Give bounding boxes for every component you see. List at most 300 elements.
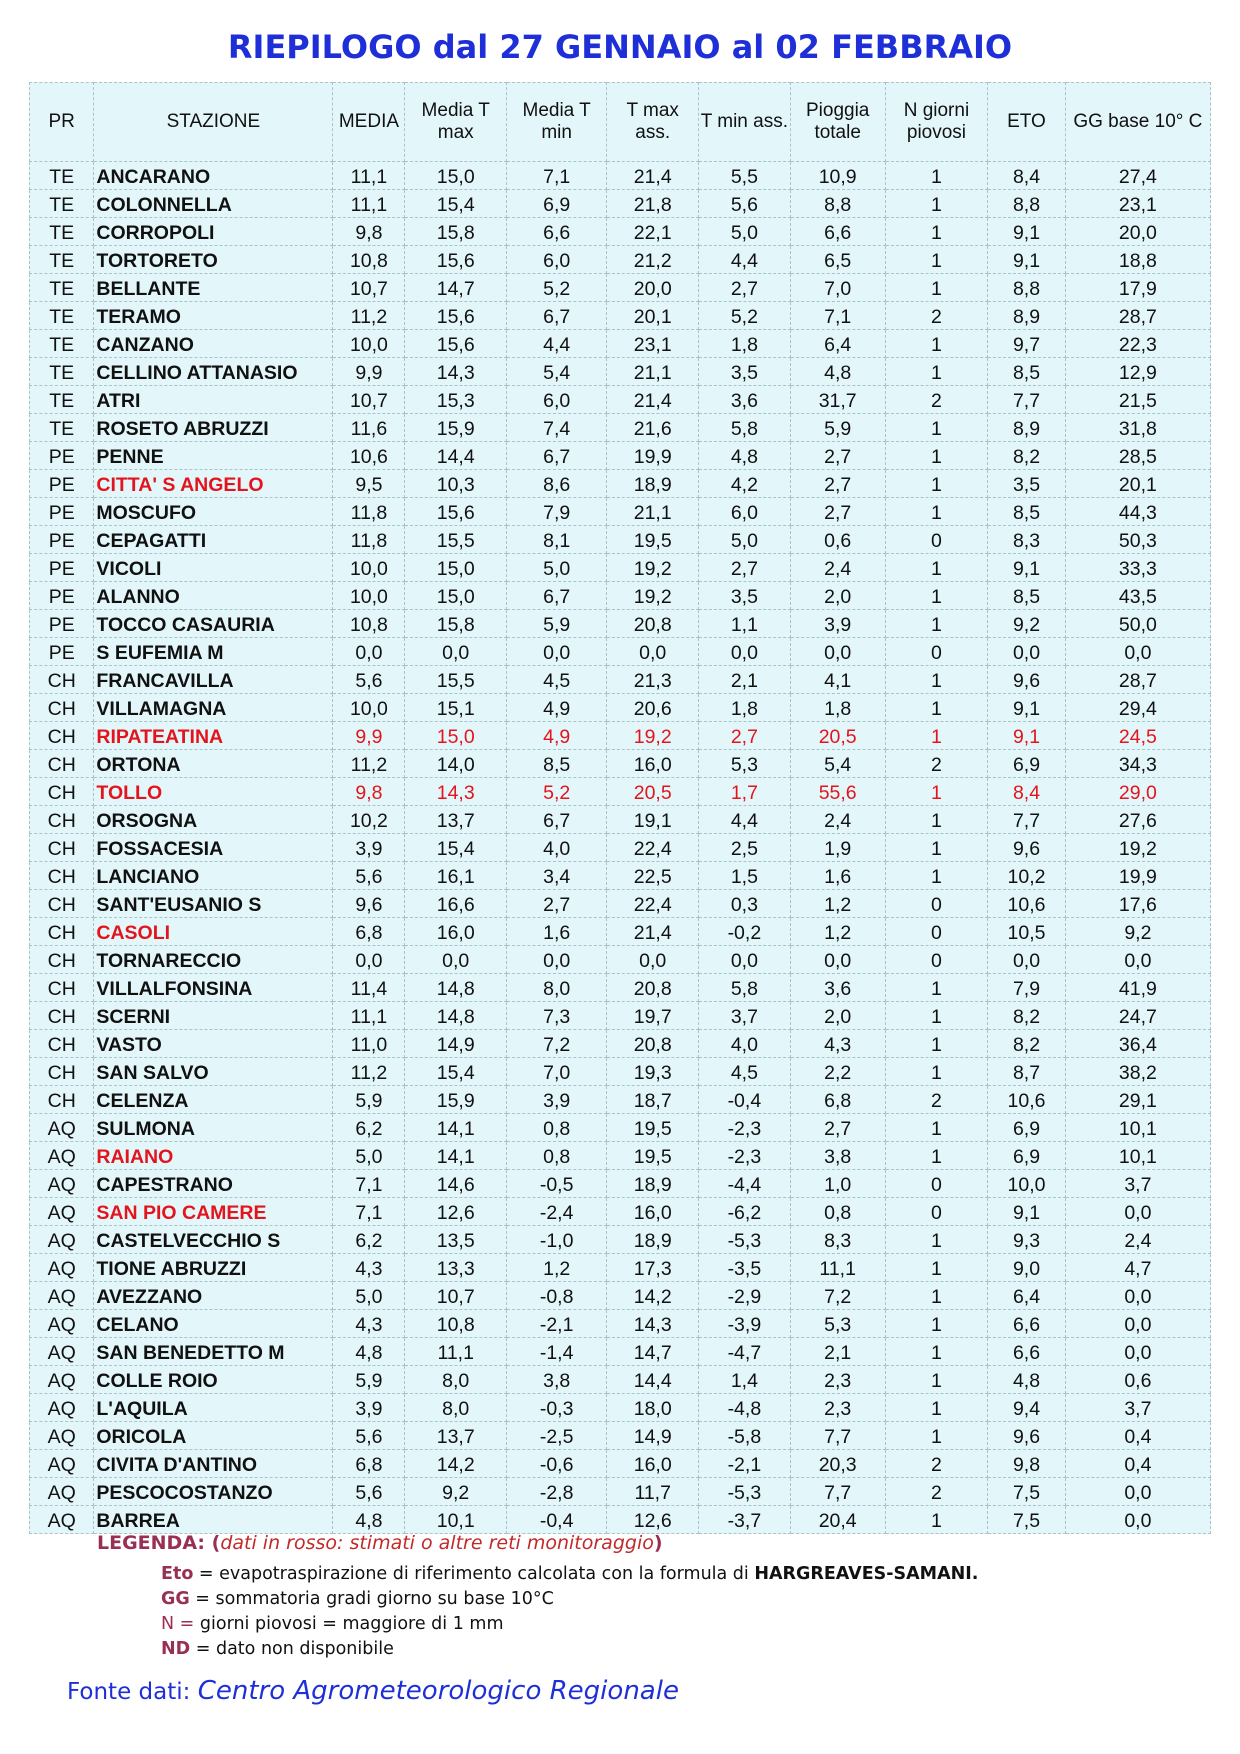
cell-eto: 9,1 [988, 246, 1065, 274]
cell-name: SAN PIO CAMERE [94, 1198, 333, 1226]
cell-pr: CH [30, 778, 94, 806]
cell-eto: 7,7 [988, 806, 1065, 834]
cell-gg: 44,3 [1065, 498, 1210, 526]
cell-tmin-abs: 2,5 [699, 834, 791, 862]
cell-gg: 50,0 [1065, 610, 1210, 638]
cell-name: AVEZZANO [94, 1282, 333, 1310]
cell-tmax-abs: 19,5 [607, 1142, 699, 1170]
cell-rain-days: 1 [885, 1254, 988, 1282]
cell-tmin-abs: 1,8 [699, 694, 791, 722]
cell-pr: AQ [30, 1338, 94, 1366]
cell-tmax-abs: 19,1 [607, 806, 699, 834]
cell-tmin-avg: 4,0 [506, 834, 606, 862]
cell-tmin-abs: 4,0 [699, 1030, 791, 1058]
cell-media: 11,1 [333, 190, 405, 218]
cell-tmax-abs: 21,3 [607, 666, 699, 694]
cell-media: 4,3 [333, 1310, 405, 1338]
cell-name: SAN BENEDETTO M [94, 1338, 333, 1366]
cell-name: CAPESTRANO [94, 1170, 333, 1198]
cell-eto: 8,5 [988, 498, 1065, 526]
legend-item-gg: GG = sommatoria gradi giorno su base 10°C [161, 1589, 554, 1609]
cell-rain-days: 2 [885, 1086, 988, 1114]
cell-gg: 0,0 [1065, 1478, 1210, 1506]
cell-eto: 10,0 [988, 1170, 1065, 1198]
cell-rain-days: 0 [885, 946, 988, 974]
cell-rain: 8,3 [790, 1226, 885, 1254]
cell-rain: 2,7 [790, 498, 885, 526]
cell-name: TORTORETO [94, 246, 333, 274]
cell-pr: AQ [30, 1226, 94, 1254]
cell-pr: CH [30, 1058, 94, 1086]
cell-tmin-avg: 4,4 [506, 330, 606, 358]
cell-tmax-avg: 13,7 [405, 806, 507, 834]
cell-tmin-avg: -2,8 [506, 1478, 606, 1506]
cell-tmax-avg: 8,0 [405, 1366, 507, 1394]
column-header-media: MEDIA [333, 83, 405, 162]
cell-gg: 24,7 [1065, 1002, 1210, 1030]
cell-rain: 4,3 [790, 1030, 885, 1058]
cell-pr: AQ [30, 1114, 94, 1142]
cell-gg: 18,8 [1065, 246, 1210, 274]
cell-rain-days: 1 [885, 834, 988, 862]
cell-tmin-abs: -3,5 [699, 1254, 791, 1282]
cell-pr: TE [30, 302, 94, 330]
cell-eto: 9,1 [988, 722, 1065, 750]
cell-rain-days: 2 [885, 302, 988, 330]
legend [97, 1532, 979, 1659]
cell-media: 10,8 [333, 246, 405, 274]
cell-tmax-avg: 12,6 [405, 1198, 507, 1226]
cell-tmin-avg: 3,4 [506, 862, 606, 890]
cell-tmax-avg: 15,8 [405, 610, 507, 638]
cell-gg: 50,3 [1065, 526, 1210, 554]
table-row [30, 330, 1211, 358]
cell-eto: 7,5 [988, 1506, 1065, 1534]
cell-tmax-avg: 15,0 [405, 582, 507, 610]
cell-eto: 10,2 [988, 862, 1065, 890]
cell-pr: CH [30, 806, 94, 834]
cell-media: 10,0 [333, 554, 405, 582]
cell-eto: 8,4 [988, 162, 1065, 190]
legend-note: dati in rosso: stimati o altre reti monitoraggio [220, 1532, 654, 1554]
cell-rain-days: 1 [885, 274, 988, 302]
cell-tmax-abs: 23,1 [607, 330, 699, 358]
cell-media: 7,1 [333, 1170, 405, 1198]
cell-tmax-abs: 18,9 [607, 470, 699, 498]
cell-name: PENNE [94, 442, 333, 470]
cell-rain: 20,5 [790, 722, 885, 750]
cell-tmin-avg: 0,8 [506, 1114, 606, 1142]
table-row [30, 1506, 1211, 1534]
table-row [30, 1450, 1211, 1478]
cell-tmin-avg: 6,7 [506, 582, 606, 610]
cell-tmax-abs: 21,2 [607, 246, 699, 274]
cell-pr: TE [30, 330, 94, 358]
cell-rain-days: 1 [885, 442, 988, 470]
cell-name: ORICOLA [94, 1422, 333, 1450]
cell-tmin-avg: 4,9 [506, 694, 606, 722]
cell-rain: 2,7 [790, 442, 885, 470]
cell-tmin-abs: -2,9 [699, 1282, 791, 1310]
table-row [30, 1086, 1211, 1114]
cell-pr: TE [30, 246, 94, 274]
table-row [30, 1198, 1211, 1226]
cell-rain: 6,4 [790, 330, 885, 358]
cell-rain-days: 1 [885, 1142, 988, 1170]
cell-tmin-avg: 8,1 [506, 526, 606, 554]
cell-media: 6,8 [333, 1450, 405, 1478]
column-header-eto: ETO [988, 83, 1065, 162]
cell-rain: 20,4 [790, 1506, 885, 1534]
cell-tmax-abs: 14,4 [607, 1366, 699, 1394]
cell-rain: 7,1 [790, 302, 885, 330]
cell-eto: 7,9 [988, 974, 1065, 1002]
cell-tmax-abs: 21,4 [607, 918, 699, 946]
table-row [30, 750, 1211, 778]
cell-eto: 7,5 [988, 1478, 1065, 1506]
cell-tmin-abs: 2,7 [699, 274, 791, 302]
cell-eto: 4,8 [988, 1366, 1065, 1394]
cell-name: CORROPOLI [94, 218, 333, 246]
cell-gg: 10,1 [1065, 1114, 1210, 1142]
cell-rain-days: 1 [885, 1506, 988, 1534]
cell-rain: 4,8 [790, 358, 885, 386]
cell-tmax-abs: 0,0 [607, 638, 699, 666]
cell-tmin-avg: 7,9 [506, 498, 606, 526]
cell-media: 11,8 [333, 498, 405, 526]
cell-rain: 1,6 [790, 862, 885, 890]
cell-eto: 9,1 [988, 554, 1065, 582]
table-row [30, 1142, 1211, 1170]
cell-tmax-avg: 14,9 [405, 1030, 507, 1058]
cell-tmax-abs: 18,9 [607, 1170, 699, 1198]
cell-pr: PE [30, 470, 94, 498]
cell-eto: 8,2 [988, 442, 1065, 470]
cell-rain: 2,0 [790, 1002, 885, 1030]
cell-pr: AQ [30, 1142, 94, 1170]
cell-tmax-abs: 22,4 [607, 834, 699, 862]
cell-gg: 29,0 [1065, 778, 1210, 806]
cell-gg: 28,5 [1065, 442, 1210, 470]
cell-media: 4,8 [333, 1506, 405, 1534]
cell-tmax-avg: 8,0 [405, 1394, 507, 1422]
cell-gg: 3,7 [1065, 1170, 1210, 1198]
cell-media: 10,2 [333, 806, 405, 834]
cell-tmax-avg: 15,9 [405, 1086, 507, 1114]
cell-pr: PE [30, 526, 94, 554]
cell-tmax-abs: 20,0 [607, 274, 699, 302]
cell-name: RAIANO [94, 1142, 333, 1170]
cell-tmax-abs: 21,4 [607, 386, 699, 414]
table-row [30, 694, 1211, 722]
cell-pr: CH [30, 750, 94, 778]
cell-tmin-abs: 4,2 [699, 470, 791, 498]
cell-rain: 8,8 [790, 190, 885, 218]
legend-item-eto: Eto = evapotraspirazione di riferimento calcolata con la formula di HARGREAVES-SAMANI. [161, 1564, 979, 1584]
cell-eto: 6,9 [988, 750, 1065, 778]
cell-pr: CH [30, 1086, 94, 1114]
cell-tmin-avg: 7,0 [506, 1058, 606, 1086]
cell-tmin-abs: 5,5 [699, 162, 791, 190]
cell-eto: 9,2 [988, 610, 1065, 638]
cell-tmin-avg: 0,0 [506, 638, 606, 666]
cell-tmin-avg: 5,2 [506, 274, 606, 302]
cell-tmin-avg: -2,1 [506, 1310, 606, 1338]
cell-name: VILLALFONSINA [94, 974, 333, 1002]
cell-rain-days: 1 [885, 1114, 988, 1142]
cell-gg: 0,0 [1065, 946, 1210, 974]
cell-eto: 8,5 [988, 582, 1065, 610]
cell-eto: 0,0 [988, 638, 1065, 666]
cell-tmin-abs: 5,2 [699, 302, 791, 330]
cell-tmax-avg: 15,4 [405, 834, 507, 862]
table-row [30, 834, 1211, 862]
cell-name: LANCIANO [94, 862, 333, 890]
cell-name: TORNARECCIO [94, 946, 333, 974]
column-header-pioggia: Pioggia totale [790, 83, 885, 162]
cell-name: L'AQUILA [94, 1394, 333, 1422]
cell-rain: 7,0 [790, 274, 885, 302]
cell-name: CELLINO ATTANASIO [94, 358, 333, 386]
cell-pr: AQ [30, 1198, 94, 1226]
cell-gg: 19,2 [1065, 834, 1210, 862]
cell-rain-days: 0 [885, 638, 988, 666]
cell-tmin-abs: -2,3 [699, 1114, 791, 1142]
cell-pr: AQ [30, 1282, 94, 1310]
table-row [30, 1226, 1211, 1254]
cell-rain-days: 1 [885, 414, 988, 442]
cell-media: 5,6 [333, 1478, 405, 1506]
cell-rain: 31,7 [790, 386, 885, 414]
cell-rain-days: 1 [885, 330, 988, 358]
cell-name: RIPATEATINA [94, 722, 333, 750]
cell-rain-days: 1 [885, 218, 988, 246]
table-row [30, 666, 1211, 694]
cell-rain: 11,1 [790, 1254, 885, 1282]
cell-gg: 23,1 [1065, 190, 1210, 218]
cell-tmin-abs: 5,0 [699, 218, 791, 246]
cell-tmax-avg: 13,7 [405, 1422, 507, 1450]
cell-tmax-abs: 18,7 [607, 1086, 699, 1114]
cell-tmin-avg: 3,8 [506, 1366, 606, 1394]
cell-media: 9,6 [333, 890, 405, 918]
cell-media: 0,0 [333, 638, 405, 666]
table-row [30, 722, 1211, 750]
column-header-tmax-ass: T max ass. [607, 83, 699, 162]
cell-rain: 10,9 [790, 162, 885, 190]
cell-gg: 27,6 [1065, 806, 1210, 834]
column-header-pr: PR [30, 83, 94, 162]
cell-tmax-avg: 13,5 [405, 1226, 507, 1254]
cell-rain-days: 0 [885, 1198, 988, 1226]
cell-pr: CH [30, 946, 94, 974]
cell-name: SANT'EUSANIO S [94, 890, 333, 918]
table-row [30, 162, 1211, 190]
cell-tmax-avg: 15,4 [405, 190, 507, 218]
cell-media: 6,2 [333, 1226, 405, 1254]
cell-eto: 6,4 [988, 1282, 1065, 1310]
cell-gg: 3,7 [1065, 1394, 1210, 1422]
cell-eto: 9,6 [988, 1422, 1065, 1450]
cell-rain: 2,4 [790, 806, 885, 834]
cell-rain: 55,6 [790, 778, 885, 806]
cell-rain-days: 2 [885, 1478, 988, 1506]
cell-eto: 8,8 [988, 274, 1065, 302]
cell-tmax-avg: 14,2 [405, 1450, 507, 1478]
table-row [30, 1366, 1211, 1394]
cell-name: VASTO [94, 1030, 333, 1058]
cell-tmax-abs: 19,2 [607, 582, 699, 610]
cell-eto: 8,9 [988, 414, 1065, 442]
cell-pr: TE [30, 386, 94, 414]
cell-media: 5,6 [333, 666, 405, 694]
cell-media: 6,2 [333, 1114, 405, 1142]
cell-name: CELANO [94, 1310, 333, 1338]
cell-eto: 8,2 [988, 1030, 1065, 1058]
cell-media: 10,0 [333, 694, 405, 722]
cell-eto: 9,1 [988, 218, 1065, 246]
cell-pr: CH [30, 722, 94, 750]
cell-pr: TE [30, 414, 94, 442]
cell-tmax-avg: 0,0 [405, 946, 507, 974]
cell-eto: 9,6 [988, 666, 1065, 694]
cell-eto: 9,7 [988, 330, 1065, 358]
cell-name: SULMONA [94, 1114, 333, 1142]
cell-tmin-avg: 8,0 [506, 974, 606, 1002]
cell-tmin-abs: -0,4 [699, 1086, 791, 1114]
cell-tmax-abs: 19,5 [607, 526, 699, 554]
cell-name: S EUFEMIA M [94, 638, 333, 666]
cell-rain-days: 0 [885, 526, 988, 554]
cell-media: 5,9 [333, 1366, 405, 1394]
cell-tmin-avg: 0,0 [506, 946, 606, 974]
cell-rain: 2,7 [790, 470, 885, 498]
cell-tmin-abs: 5,3 [699, 750, 791, 778]
cell-gg: 0,0 [1065, 1310, 1210, 1338]
cell-gg: 22,3 [1065, 330, 1210, 358]
table-row [30, 218, 1211, 246]
cell-pr: AQ [30, 1366, 94, 1394]
cell-eto: 0,0 [988, 946, 1065, 974]
cell-eto: 3,5 [988, 470, 1065, 498]
cell-rain: 2,0 [790, 582, 885, 610]
cell-name: FRANCAVILLA [94, 666, 333, 694]
cell-rain-days: 2 [885, 750, 988, 778]
cell-media: 11,2 [333, 1058, 405, 1086]
cell-eto: 9,1 [988, 694, 1065, 722]
cell-tmax-avg: 15,6 [405, 498, 507, 526]
cell-name: ATRI [94, 386, 333, 414]
cell-media: 4,3 [333, 1254, 405, 1282]
cell-gg: 17,9 [1065, 274, 1210, 302]
cell-tmin-abs: 3,5 [699, 582, 791, 610]
cell-gg: 0,0 [1065, 1282, 1210, 1310]
cell-gg: 12,9 [1065, 358, 1210, 386]
cell-pr: PE [30, 638, 94, 666]
cell-gg: 33,3 [1065, 554, 1210, 582]
cell-tmax-abs: 16,0 [607, 750, 699, 778]
cell-rain: 0,8 [790, 1198, 885, 1226]
cell-pr: CH [30, 974, 94, 1002]
cell-pr: AQ [30, 1170, 94, 1198]
cell-eto: 6,9 [988, 1114, 1065, 1142]
cell-rain: 2,1 [790, 1338, 885, 1366]
table-row [30, 974, 1211, 1002]
cell-media: 3,9 [333, 834, 405, 862]
cell-tmin-avg: 7,1 [506, 162, 606, 190]
cell-pr: PE [30, 498, 94, 526]
cell-tmax-abs: 18,9 [607, 1226, 699, 1254]
cell-media: 10,8 [333, 610, 405, 638]
cell-tmax-abs: 22,4 [607, 890, 699, 918]
cell-tmax-avg: 15,6 [405, 302, 507, 330]
cell-tmax-abs: 12,6 [607, 1506, 699, 1534]
table-row [30, 302, 1211, 330]
cell-tmin-abs: -2,3 [699, 1142, 791, 1170]
cell-gg: 17,6 [1065, 890, 1210, 918]
cell-rain-days: 1 [885, 1366, 988, 1394]
cell-tmax-abs: 21,1 [607, 358, 699, 386]
cell-eto: 6,6 [988, 1338, 1065, 1366]
cell-tmin-abs: -2,1 [699, 1450, 791, 1478]
cell-gg: 10,1 [1065, 1142, 1210, 1170]
cell-tmin-abs: -3,9 [699, 1310, 791, 1338]
cell-tmax-avg: 14,0 [405, 750, 507, 778]
cell-media: 10,0 [333, 330, 405, 358]
cell-pr: AQ [30, 1422, 94, 1450]
cell-pr: CH [30, 890, 94, 918]
cell-rain-days: 0 [885, 1170, 988, 1198]
cell-gg: 41,9 [1065, 974, 1210, 1002]
cell-eto: 10,6 [988, 890, 1065, 918]
cell-rain-days: 1 [885, 582, 988, 610]
cell-name: SCERNI [94, 1002, 333, 1030]
cell-media: 11,1 [333, 162, 405, 190]
cell-tmin-avg: 6,7 [506, 806, 606, 834]
cell-gg: 29,1 [1065, 1086, 1210, 1114]
cell-name: COLONNELLA [94, 190, 333, 218]
cell-tmin-abs: -3,7 [699, 1506, 791, 1534]
column-header-stazione: STAZIONE [94, 83, 333, 162]
cell-tmin-abs: 1,8 [699, 330, 791, 358]
cell-media: 7,1 [333, 1198, 405, 1226]
cell-gg: 0,6 [1065, 1366, 1210, 1394]
cell-tmax-abs: 20,8 [607, 974, 699, 1002]
cell-tmax-abs: 21,4 [607, 162, 699, 190]
cell-name: CANZANO [94, 330, 333, 358]
cell-name: CELENZA [94, 1086, 333, 1114]
cell-gg: 29,4 [1065, 694, 1210, 722]
cell-rain-days: 1 [885, 190, 988, 218]
cell-tmin-avg: 0,8 [506, 1142, 606, 1170]
legend-item-nd: ND = dato non disponibile [161, 1639, 394, 1659]
cell-rain: 0,6 [790, 526, 885, 554]
cell-tmin-avg: 7,3 [506, 1002, 606, 1030]
cell-tmin-abs: 1,7 [699, 778, 791, 806]
cell-tmax-abs: 16,0 [607, 1450, 699, 1478]
table-row [30, 470, 1211, 498]
cell-tmax-avg: 16,6 [405, 890, 507, 918]
cell-tmin-abs: 5,0 [699, 526, 791, 554]
cell-tmin-avg: 7,2 [506, 1030, 606, 1058]
cell-rain: 6,6 [790, 218, 885, 246]
cell-pr: AQ [30, 1394, 94, 1422]
cell-tmax-abs: 21,8 [607, 190, 699, 218]
cell-gg: 24,5 [1065, 722, 1210, 750]
table-row [30, 414, 1211, 442]
summary-table [29, 82, 1211, 1534]
cell-tmax-abs: 20,1 [607, 302, 699, 330]
